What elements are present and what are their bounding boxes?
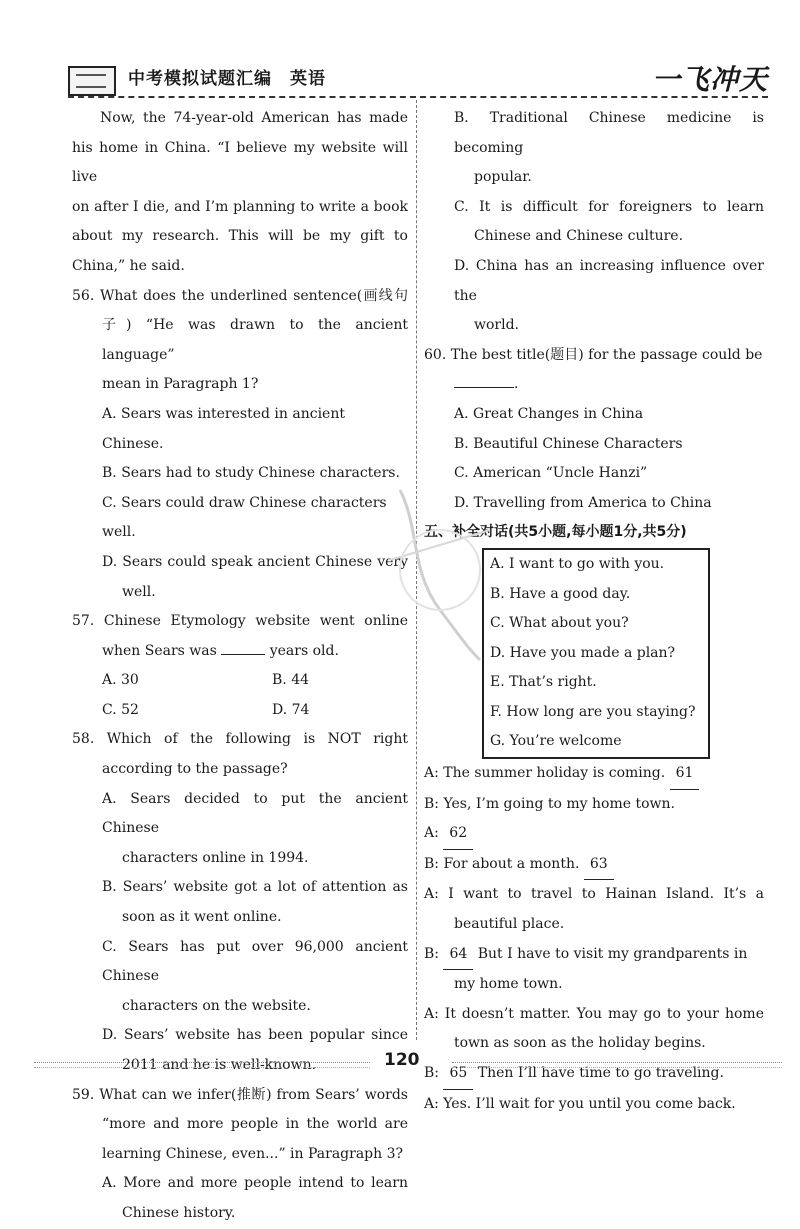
dialogue-line: A: I want to travel to Hainan Island. It’s a xyxy=(424,886,764,903)
dialogue-text: B: xyxy=(424,1065,440,1081)
question-59-stem: learning Chinese, even...” in Paragraph 3? xyxy=(102,1145,404,1162)
question-57-options xyxy=(72,696,408,726)
question-56-option-b: B. Sears had to study Chinese characters. xyxy=(102,465,400,482)
question-59-option-b: B. Traditional Chinese medicine is becoming xyxy=(454,110,764,156)
passage-line: his home in China. “I believe my website will live xyxy=(72,139,408,186)
question-57-option-a: A. 30 xyxy=(102,672,139,689)
footer-rule xyxy=(34,1062,370,1068)
question-57-text: when Sears was xyxy=(102,642,217,659)
dialogue-line: B: Yes, I’m going to my home town. xyxy=(424,795,675,812)
dialogue-text: A: xyxy=(424,825,439,842)
question-58-option-c: characters on the website. xyxy=(122,997,311,1014)
passage-line: China,” he said. xyxy=(72,257,185,274)
question-59-option-c: C. It is difficult for foreigners to learn xyxy=(454,198,764,215)
dialogue-line: beautiful place. xyxy=(454,916,565,933)
right-column xyxy=(424,104,764,1119)
question-58-option-d: D. Sears’ website has been popular since xyxy=(102,1027,408,1044)
question-56-option-c: C. Sears could draw Chinese characters well. xyxy=(102,494,387,541)
dialogue-line xyxy=(424,850,764,881)
dialogue-line xyxy=(424,759,764,790)
question-57-stem: 57. Chinese Etymology website went online xyxy=(72,613,408,630)
question-58-option-a: characters online in 1994. xyxy=(122,849,309,866)
question-56-option-d: well. xyxy=(122,583,156,600)
question-59-option-d: world. xyxy=(474,317,519,334)
question-57-option-b: B. 44 xyxy=(272,672,310,689)
left-column xyxy=(72,104,408,1229)
question-58-stem: 58. Which of the following is NOT right xyxy=(72,731,408,748)
question-56-option-d: D. Sears could speak ancient Chinese very xyxy=(102,553,408,570)
question-57-option-c: C. 52 xyxy=(102,701,139,718)
question-60-option-c: C. American “Uncle Hanzi” xyxy=(454,465,648,482)
question-57-options xyxy=(72,666,408,696)
dialogue-option: F. How long are you staying? xyxy=(490,703,696,720)
dialogue-line: A: Yes. I’ll wait for you until you come back. xyxy=(424,1095,736,1112)
brand-logo: 一飞冲天 xyxy=(651,63,768,96)
dialogue-line xyxy=(424,819,764,850)
series-title: 中考模拟试题汇编 xyxy=(128,69,272,89)
question-57-stem xyxy=(72,637,408,667)
header-title xyxy=(128,64,326,89)
question-57-text: years old. xyxy=(269,642,339,659)
question-60-option-b: B. Beautiful Chinese Characters xyxy=(454,435,683,452)
dialogue-text: But I have to visit my grandparents in xyxy=(477,945,748,962)
question-59-stem: 59. What can we infer(推断) from Sears’ words xyxy=(72,1086,408,1103)
page-number: 120 xyxy=(384,1050,420,1070)
question-60-option-a: A. Great Changes in China xyxy=(454,405,644,422)
passage-line: on after I die, and I’m planning to write a book xyxy=(72,198,408,215)
blank-63: 63 xyxy=(584,850,614,881)
subject-label: 英语 xyxy=(290,69,326,89)
blank-65: 65 xyxy=(443,1059,473,1090)
question-58-option-d: 2011 and he is well-known. xyxy=(122,1057,317,1073)
dialogue-option: G. You’re welcome xyxy=(490,733,622,750)
question-58-option-b: soon as it went online. xyxy=(122,909,282,926)
section-5-heading: 五、补全对话(共5小题,每小题1分,共5分) xyxy=(424,524,687,541)
dialogue-option: B. Have a good day. xyxy=(490,585,631,602)
question-56-stem: 子) “He was drawn to the ancient language” xyxy=(102,317,408,363)
question-58-option-a: A. Sears decided to put the ancient Chinese xyxy=(102,790,408,837)
question-58-option-b: B. Sears’ website got a lot of attention as xyxy=(102,879,408,896)
dialogue-line: my home town. xyxy=(454,976,563,993)
question-60-option-d: D. Travelling from America to China xyxy=(454,494,712,511)
dialogue-option: C. What about you? xyxy=(490,615,629,632)
question-59-option-a: Chinese history. xyxy=(122,1204,236,1221)
question-58-option-c: C. Sears has put over 96,000 ancient Chinese xyxy=(102,938,408,985)
question-59-stem: “more and more people in the world are xyxy=(102,1116,408,1133)
blank-61: 61 xyxy=(670,759,700,790)
question-57-option-d: D. 74 xyxy=(272,701,310,718)
question-59-option-d: D. China has an increasing influence over the xyxy=(454,257,764,304)
dialogue-line xyxy=(424,940,764,971)
dialogue-line: A: It doesn’t matter. You may go to your home xyxy=(424,1005,764,1022)
header-rule xyxy=(68,96,768,98)
question-58-stem: according to the passage? xyxy=(102,761,288,778)
page-header xyxy=(68,58,768,98)
answer-blank xyxy=(454,387,514,388)
question-60-stem: 60. The best title(题目) for the passage could be xyxy=(424,346,763,363)
footer-rule xyxy=(452,1062,782,1068)
question-60-period: . xyxy=(514,376,519,393)
question-59-option-b: popular. xyxy=(474,169,532,186)
question-59-option-a: A. More and more people intend to learn xyxy=(102,1175,408,1192)
dialogue-line: town as soon as the holiday begins. xyxy=(454,1035,706,1052)
book-logo-icon xyxy=(68,66,116,96)
answer-blank xyxy=(221,654,265,655)
options-box xyxy=(482,548,710,759)
dialogue-option: D. Have you made a plan? xyxy=(490,644,676,661)
dialogue-option: E. That’s right. xyxy=(490,674,597,691)
dialogue-text: B: xyxy=(424,945,440,962)
question-59-option-c: Chinese and Chinese culture. xyxy=(474,228,684,245)
column-divider xyxy=(416,100,417,1040)
passage-line: Now, the 74-year-old American has made xyxy=(100,110,408,126)
question-56-option-a: A. Sears was interested in ancient Chinese. xyxy=(102,405,345,452)
question-60-stem xyxy=(424,370,764,400)
blank-64: 64 xyxy=(443,940,473,971)
question-56-stem: 56. What does the underlined sentence(画线句 xyxy=(72,287,408,304)
dialogue-option: A. I want to go with you. xyxy=(490,555,665,572)
dialogue-text: A: The summer holiday is coming. xyxy=(424,765,666,782)
dialogue-text: Then I’ll have time to go traveling. xyxy=(477,1065,724,1081)
dialogue-text: B: For about a month. xyxy=(424,855,580,872)
question-56-stem: mean in Paragraph 1? xyxy=(102,376,259,393)
passage-line: about my research. This will be my gift to xyxy=(72,228,408,245)
blank-62: 62 xyxy=(443,819,473,850)
